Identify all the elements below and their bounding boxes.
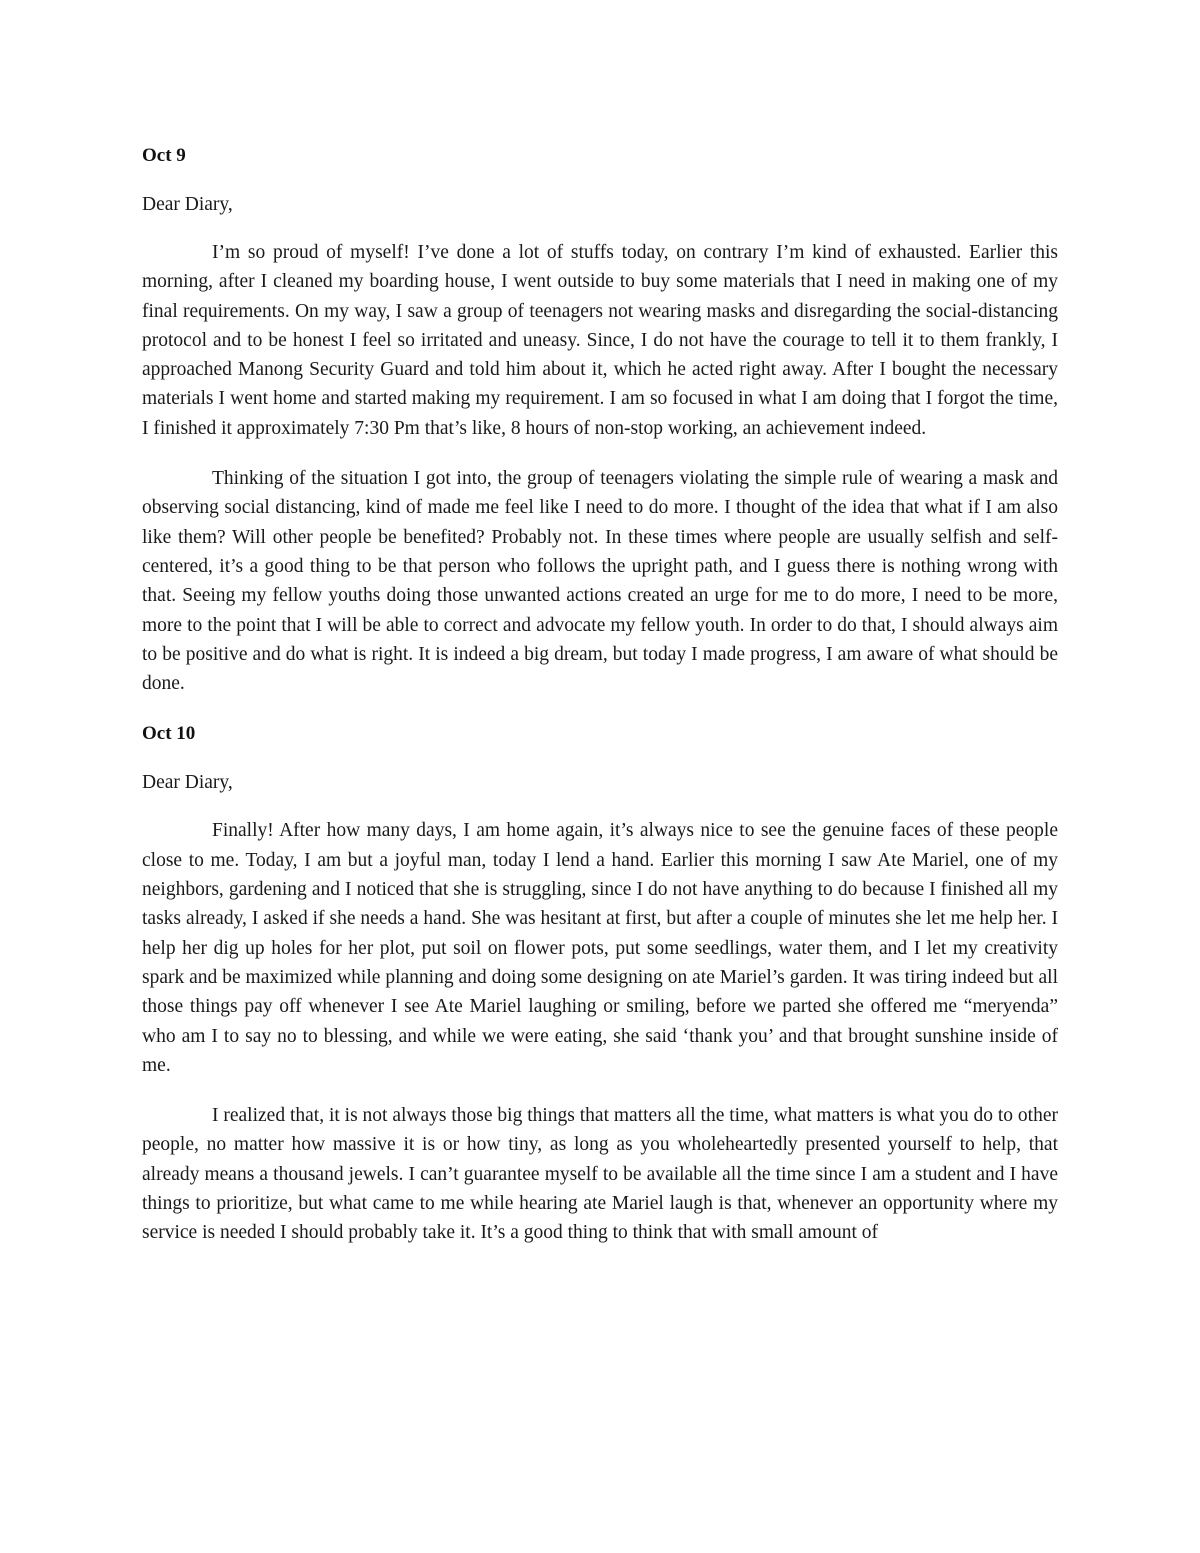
entry-paragraph: I realized that, it is not always those big things that matters all the time, what matters is what you do to other people, no matter how massive it is or how tiny, as long as you wholeheartedly presented yourself to help, that already means a thousand jewels. I can’t guarantee myself to be available all the time since I am a student and I have things to prioritize, but what came to me while hearing ate Mariel laugh is that, whenever an opportunity where my service is needed I should probably take it. It’s a good thing to think that with small amount of	[142, 1105, 1058, 1244]
entry-salutation: Dear Diary,	[142, 772, 233, 794]
entry-paragraph: I’m so proud of myself! I’ve done a lot of stuffs today, on contrary I’m kind of exhausted. Earlier this morning, after I cleaned my boarding house, I went outside to buy some materials that I need in making one of my final requirements. On my way, I saw a group of teenagers not wearing masks and disregarding the social-distancing protocol and to be honest I feel so irritated and uneasy. Since, I do not have the courage to tell it to them frankly, I approached Manong Security Guard and told him about it, which he acted right away. After I bought the necessary materials I went home and started making my requirement. I am so focused in what I am doing that I forgot the time, I finished it approximately 7:30 Pm that’s like, 8 hours of non-stop working, an achievement indeed.	[142, 242, 1058, 439]
entry-paragraph: Thinking of the situation I got into, the group of teenagers violating the simple rule of wearing a mask and observing social distancing, kind of made me feel like I need to do more. I thought of the idea that what if I am also like them? Will other people be benefited? Probably not. In these times where people are usually selfish and self-centered, it’s a good thing to be that person who follows the upright path, and I guess there is nothing wrong with that. Seeing my fellow youths doing those unwanted actions created an urge for me to do more, I need to be more, more to the point that I will be able to correct and advocate my fellow youth. In order to do that, I should always aim to be positive and do what is right. It is indeed a big dream, but today I made progress, I am aware of what should be done.	[142, 468, 1058, 695]
diary-content	[142, 141, 1058, 1269]
entry-date-heading: Oct 9	[142, 145, 186, 166]
diary-entry-oct-10	[142, 719, 1058, 1247]
entry-salutation: Dear Diary,	[142, 194, 233, 215]
diary-entry-oct-9	[142, 141, 1058, 698]
entry-paragraph: Finally! After how many days, I am home again, it’s always nice to see the genuine faces of these people close to me. Today, I am but a joyful man, today I lend a hand. Earlier this morning I saw Ate Mariel, one of my neighbors, gardening and I noticed that she is struggling, since I do not have anything to do because I finished all my tasks already, I asked if she needs a hand. She was hesitant at first, but after a couple of minutes she let me help her. I help her dig up holes for her plot, put soil on flower pots, put some seedlings, water them, and I let my creativity spark and be maximized while planning and doing some designing on ate Mariel’s garden. It was tiring indeed but all those things pay off whenever I see Ate Mariel laughing or smiling, before we parted she offered me “meryenda” who am I to say no to blessing, and while we were eating, she said ‘thank you’ and that brought sunshine inside of me.	[142, 820, 1058, 1076]
entry-date-heading: Oct 10	[142, 723, 196, 745]
